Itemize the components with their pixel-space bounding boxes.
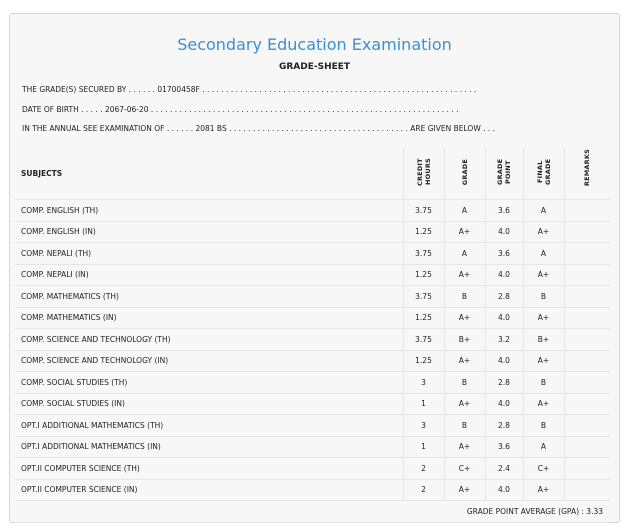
subject-cell: OPT.II COMPUTER SCIENCE (IN)	[15, 479, 403, 501]
table-header-row	[15, 147, 609, 200]
final-grade-cell: A	[523, 243, 564, 265]
grade-point-cell: 4.0	[485, 264, 523, 286]
subject-cell: COMP. ENGLISH (IN)	[15, 221, 403, 243]
credit-hours-cell: 3.75	[403, 200, 444, 222]
credit-hours-cell: 3	[403, 372, 444, 394]
subject-cell: COMP. ENGLISH (TH)	[15, 200, 403, 222]
credit-hours-cell: 3.75	[403, 286, 444, 308]
final-grade-cell: A+	[523, 393, 564, 415]
header-credit-hours: CREDIT HOURS	[415, 158, 432, 186]
subject-cell: COMP. SCIENCE AND TECHNOLOGY (IN)	[15, 350, 403, 372]
date-of-birth-line: DATE OF BIRTH . . . . . 2067-06-20 . . . . . . . . . . . . . . . . . . . . . . . . . . . . . . . . . . . . . . . . . . . . . . . . . . . . . . . . . . . . . . . . .	[22, 105, 459, 114]
grade-point-cell: 2.4	[485, 458, 523, 480]
grade-point-cell: 4.0	[485, 393, 523, 415]
final-grade-cell: A+	[523, 350, 564, 372]
subject-cell: COMP. SOCIAL STUDIES (TH)	[15, 372, 403, 394]
credit-hours-cell: 2	[403, 479, 444, 501]
header-subjects: SUBJECTS	[15, 147, 403, 200]
header-grade: GRADE	[460, 158, 469, 186]
header-grade-point: GRADE POINT	[496, 158, 512, 186]
subject-cell: OPT.I ADDITIONAL MATHEMATICS (TH)	[15, 415, 403, 437]
credit-hours-cell: 3.75	[403, 243, 444, 265]
table-row	[15, 243, 609, 265]
final-grade-cell: C+	[523, 458, 564, 480]
table-row	[15, 479, 609, 501]
grade-point-cell: 4.0	[485, 479, 523, 501]
secured-by-line: THE GRADE(S) SECURED BY . . . . . . 01700458F . . . . . . . . . . . . . . . . . . . . . . . . . . . . . . . . . . . . . . . . . . . . . . . . . . . . . . . . . .	[22, 85, 477, 94]
final-grade-cell: B	[523, 372, 564, 394]
remarks-cell	[564, 221, 609, 243]
header-remarks: REMARKS	[582, 149, 591, 187]
subject-cell: COMP. MATHEMATICS (TH)	[15, 286, 403, 308]
remarks-cell	[564, 350, 609, 372]
grades-table	[15, 147, 609, 523]
final-grade-cell: A+	[523, 479, 564, 501]
page-title: Secondary Education Examination	[177, 35, 452, 54]
grade-cell: A+	[444, 221, 485, 243]
grade-cell: A+	[444, 479, 485, 501]
grade-cell: A+	[444, 393, 485, 415]
credit-hours-cell: 1	[403, 393, 444, 415]
grade-point-cell: 4.0	[485, 350, 523, 372]
grade-cell: A+	[444, 436, 485, 458]
table-row	[15, 415, 609, 437]
subject-cell: COMP. NEPALI (TH)	[15, 243, 403, 265]
final-grade-cell: A+	[523, 221, 564, 243]
grade-cell: B	[444, 372, 485, 394]
table-row	[15, 307, 609, 329]
table-row	[15, 329, 609, 351]
credit-hours-cell: 3.75	[403, 329, 444, 351]
table-row	[15, 372, 609, 394]
remarks-cell	[564, 372, 609, 394]
final-grade-cell: A	[523, 200, 564, 222]
remarks-cell	[564, 415, 609, 437]
grade-cell: A+	[444, 350, 485, 372]
exam-line: IN THE ANNUAL SEE EXAMINATION OF . . . . . . 2081 BS . . . . . . . . . . . . . . . . . . . . . . . . . . . . . . . . . . . . . . ARE GIVEN BELOW . . .	[22, 124, 496, 133]
table-row	[15, 436, 609, 458]
final-grade-cell: A+	[523, 264, 564, 286]
table-row	[15, 393, 609, 415]
grade-cell: A+	[444, 307, 485, 329]
credit-hours-cell: 1.25	[403, 307, 444, 329]
grade-cell: A	[444, 200, 485, 222]
table-row	[15, 221, 609, 243]
subject-cell: COMP. MATHEMATICS (IN)	[15, 307, 403, 329]
remarks-cell	[564, 458, 609, 480]
final-grade-cell: B+	[523, 329, 564, 351]
subject-cell: OPT.II COMPUTER SCIENCE (TH)	[15, 458, 403, 480]
remarks-cell	[564, 479, 609, 501]
grade-point-cell: 4.0	[485, 221, 523, 243]
credit-hours-cell: 1.25	[403, 264, 444, 286]
grade-sheet-panel	[9, 13, 620, 523]
final-grade-cell: A	[523, 436, 564, 458]
credit-hours-cell: 1	[403, 436, 444, 458]
credit-hours-cell: 3	[403, 415, 444, 437]
remarks-cell	[564, 286, 609, 308]
remarks-cell	[564, 329, 609, 351]
gpa-value: GRADE POINT AVERAGE (GPA) : 3.33	[15, 501, 609, 523]
final-grade-cell: B	[523, 286, 564, 308]
grade-point-cell: 4.0	[485, 307, 523, 329]
table-row	[15, 264, 609, 286]
grade-point-cell: 3.6	[485, 243, 523, 265]
remarks-cell	[564, 436, 609, 458]
remarks-cell	[564, 307, 609, 329]
credit-hours-cell: 2	[403, 458, 444, 480]
remarks-cell	[564, 243, 609, 265]
credit-hours-cell: 1.25	[403, 350, 444, 372]
remarks-cell	[564, 393, 609, 415]
grade-point-cell: 2.8	[485, 415, 523, 437]
grade-cell: B	[444, 286, 485, 308]
grade-point-cell: 3.6	[485, 436, 523, 458]
grade-cell: A+	[444, 264, 485, 286]
subject-cell: OPT.I ADDITIONAL MATHEMATICS (IN)	[15, 436, 403, 458]
subject-cell: COMP. NEPALI (IN)	[15, 264, 403, 286]
grade-point-cell: 2.8	[485, 372, 523, 394]
table-row	[15, 350, 609, 372]
remarks-cell	[564, 200, 609, 222]
page-subtitle: GRADE-SHEET	[278, 62, 351, 72]
subject-cell: COMP. SCIENCE AND TECHNOLOGY (TH)	[15, 329, 403, 351]
final-grade-cell: B	[523, 415, 564, 437]
table-row	[15, 458, 609, 480]
table-row	[15, 200, 609, 222]
grade-point-cell: 2.8	[485, 286, 523, 308]
header-final-grade: FINAL GRADE	[535, 158, 552, 186]
credit-hours-cell: 1.25	[403, 221, 444, 243]
table-row	[15, 286, 609, 308]
grade-cell: B+	[444, 329, 485, 351]
final-grade-cell: A+	[523, 307, 564, 329]
gpa-row	[15, 501, 609, 523]
grade-cell: C+	[444, 458, 485, 480]
grade-point-cell: 3.6	[485, 200, 523, 222]
subject-cell: COMP. SOCIAL STUDIES (IN)	[15, 393, 403, 415]
grade-cell: B	[444, 415, 485, 437]
grade-cell: A	[444, 243, 485, 265]
remarks-cell	[564, 264, 609, 286]
grade-point-cell: 3.2	[485, 329, 523, 351]
